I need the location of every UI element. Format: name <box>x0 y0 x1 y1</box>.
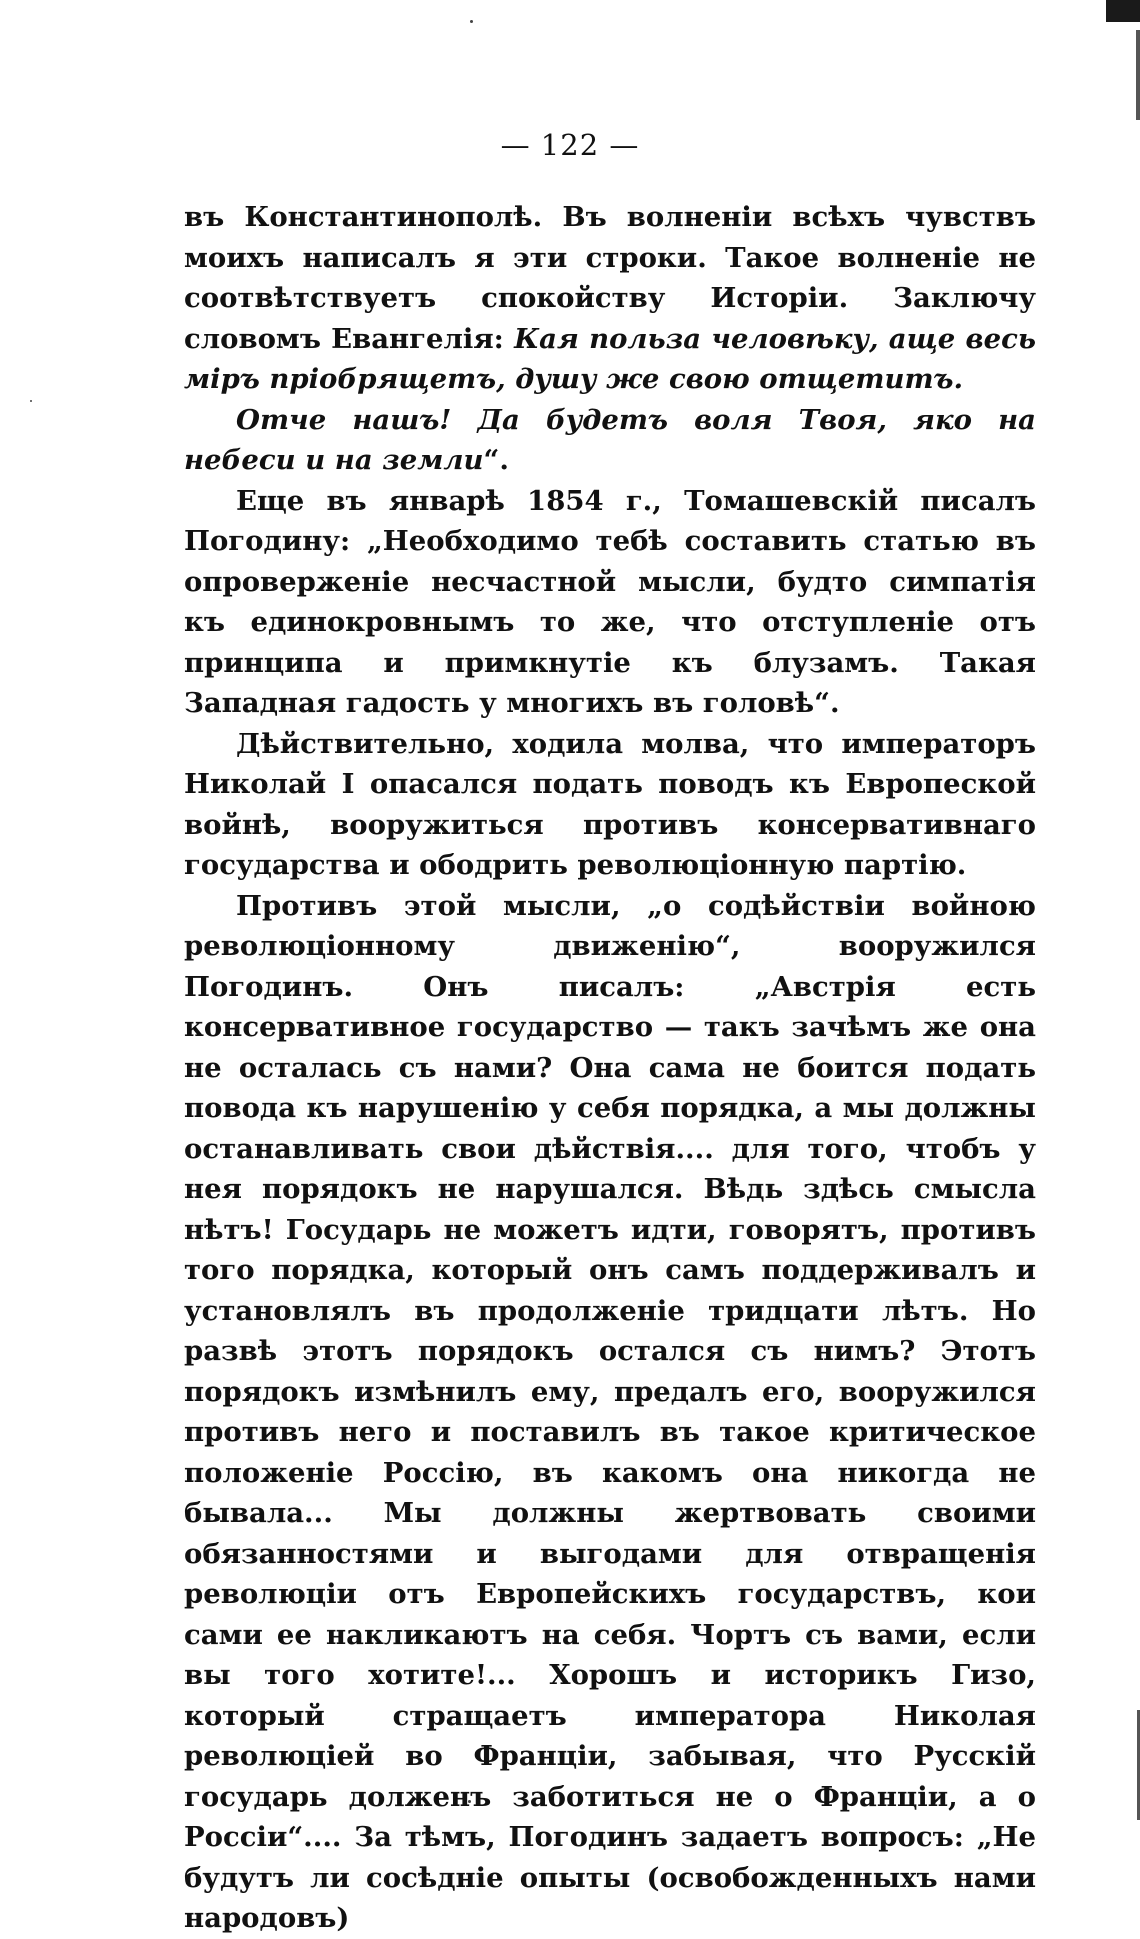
paragraph-2-closing: “. <box>483 444 509 476</box>
scan-edge-right <box>1136 30 1140 120</box>
paragraph-2-prayer-quote: Отче нашъ! Да будетъ воля Твоя, яко на небеси и на земли <box>184 403 1036 476</box>
page-number: — 122 — <box>500 128 640 162</box>
paragraph-3: Еще въ январѣ 1854 г., Томашевскій писалъ Погодину: „Необходимо тебѣ составить статью въ опроверженіе несчастной мысли, будто симпатія къ единокровнымъ то же, что отступленіе отъ принципа и примкнутіе къ блузамъ. Такая Западная гадость у многихъ въ головѣ“. <box>184 484 1036 719</box>
scan-speck <box>470 20 473 23</box>
paragraph-1-gospel-quote: Кая польза человѣку, аще весь міръ пріобрящетъ, душу же свою отщетитъ. <box>184 322 1036 395</box>
body-text <box>184 197 1036 1939</box>
paragraph-2 <box>184 400 1036 481</box>
paragraph-1-text: въ Константинополѣ. Въ волненіи всѣхъ чувствъ моихъ написалъ я эти строки. Такое волненіе не соотвѣтствуетъ спокойству Исторіи. Заключу словомъ Евангелія: <box>184 201 1036 355</box>
scan-edge-top <box>1106 0 1140 22</box>
scan-speck <box>30 400 32 402</box>
paragraph-4: Дѣйствительно, ходила молва, что императоръ Николай I опасался подать поводъ къ Европеской войнѣ, вооружиться противъ консервативнаго государства и ободрить революціонную партію. <box>184 727 1036 881</box>
paragraph-5: Противъ этой мысли, „о содѣйствіи войною революціонному движенію“, вооружился Погодинъ. Онъ писалъ: „Австрія есть консервативное государство — такъ зачѣмъ же она не осталась съ нами? Она сама не боится подать повода къ нарушенію у себя порядка, а мы должны останавливать свои дѣйствія.... для того, чтобъ у нея порядокъ не нарушался. Вѣдь здѣсь смысла нѣтъ! Государь не можетъ идти, говорятъ, противъ того порядка, который онъ самъ поддерживалъ и установлялъ въ продолженіе тридцати лѣтъ. Но развѣ этотъ порядокъ остался съ нимъ? Этотъ порядокъ измѣнилъ ему, предалъ его, вооружился противъ него и поставилъ въ такое критическое положеніе Россію, въ какомъ она никогда не бывала... Мы должны жертвовать своими обязанностями и выгодами для отвращенія революціи отъ Европейскихъ государствъ, кои сами ее накликаютъ на себя. Чортъ съ вами, если вы того хотите!... Хорошъ и историкъ Гизо, который стращаетъ императора Николая революціей во Франціи, забывая, что Русскій государь долженъ заботиться не о Франціи, а о Россіи“.... За тѣмъ, Погодинъ задаетъ вопросъ: „Не будутъ ли сосѣдніе опыты (освобожденныхъ нами народовъ) <box>184 889 1036 1934</box>
paragraph-1 <box>184 197 1036 400</box>
